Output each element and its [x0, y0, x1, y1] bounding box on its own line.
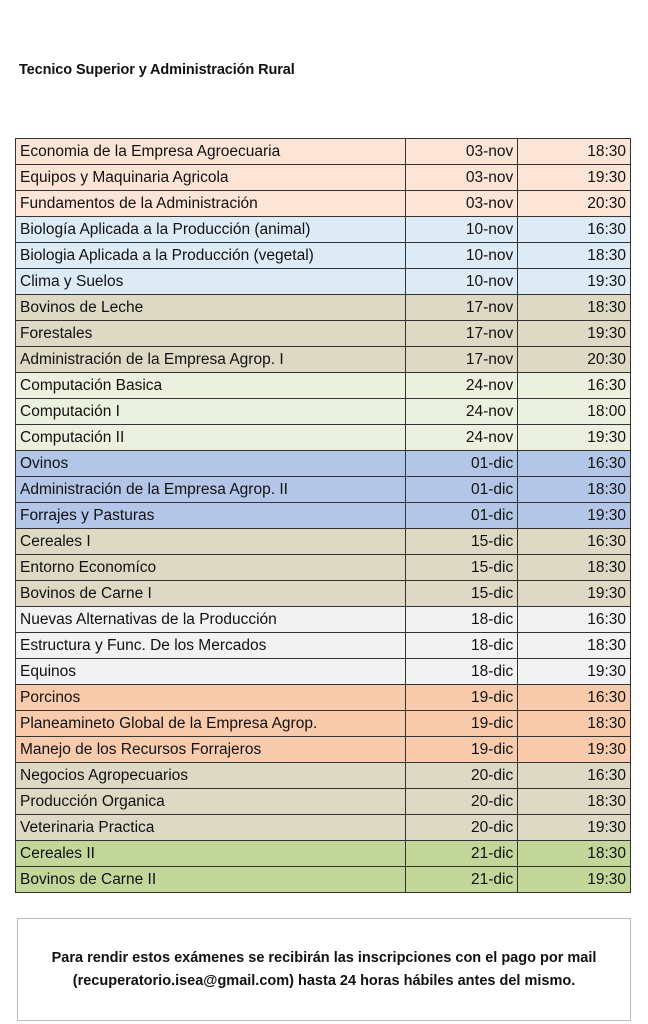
time-cell: 20:30	[518, 191, 631, 217]
time-cell: 18:30	[518, 633, 631, 659]
date-cell: 20-dic	[405, 789, 518, 815]
time-cell: 18:30	[518, 477, 631, 503]
time-cell: 18:30	[518, 555, 631, 581]
subject-cell: Bovinos de Carne II	[16, 867, 406, 893]
time-cell: 16:30	[518, 373, 631, 399]
date-cell: 01-dic	[405, 477, 518, 503]
date-cell: 15-dic	[405, 529, 518, 555]
time-cell: 20:30	[518, 347, 631, 373]
subject-cell: Porcinos	[16, 685, 406, 711]
table-row	[16, 399, 631, 425]
exam-schedule-table	[15, 138, 631, 893]
table-row	[16, 581, 631, 607]
date-cell: 19-dic	[405, 737, 518, 763]
subject-cell: Manejo de los Recursos Forrajeros	[16, 737, 406, 763]
date-cell: 15-dic	[405, 581, 518, 607]
subject-cell: Bovinos de Leche	[16, 295, 406, 321]
subject-cell: Entorno Economíco	[16, 555, 406, 581]
subject-cell: Negocios Agropecuarios	[16, 763, 406, 789]
subject-cell: Estructura y Func. De los Mercados	[16, 633, 406, 659]
table-row	[16, 503, 631, 529]
time-cell: 18:00	[518, 399, 631, 425]
time-cell: 16:30	[518, 451, 631, 477]
table-row	[16, 633, 631, 659]
date-cell: 03-nov	[405, 165, 518, 191]
subject-cell: Producción Organica	[16, 789, 406, 815]
subject-cell: Ovinos	[16, 451, 406, 477]
subject-cell: Administración de la Empresa Agrop. II	[16, 477, 406, 503]
table-row	[16, 373, 631, 399]
table-row	[16, 529, 631, 555]
date-cell: 15-dic	[405, 555, 518, 581]
subject-cell: Cereales II	[16, 841, 406, 867]
table-row	[16, 867, 631, 893]
time-cell: 19:30	[518, 659, 631, 685]
date-cell: 21-dic	[405, 867, 518, 893]
date-cell: 03-nov	[405, 139, 518, 165]
time-cell: 19:30	[518, 737, 631, 763]
table-row	[16, 165, 631, 191]
date-cell: 19-dic	[405, 711, 518, 737]
table-row	[16, 217, 631, 243]
time-cell: 18:30	[518, 243, 631, 269]
subject-cell: Computación Basica	[16, 373, 406, 399]
date-cell: 19-dic	[405, 685, 518, 711]
table-row	[16, 139, 631, 165]
date-cell: 24-nov	[405, 425, 518, 451]
date-cell: 10-nov	[405, 269, 518, 295]
table-row	[16, 607, 631, 633]
table-row	[16, 269, 631, 295]
time-cell: 19:30	[518, 165, 631, 191]
table-row	[16, 789, 631, 815]
table-row	[16, 555, 631, 581]
date-cell: 18-dic	[405, 659, 518, 685]
table-row	[16, 763, 631, 789]
table-row	[16, 685, 631, 711]
subject-cell: Cereales I	[16, 529, 406, 555]
date-cell: 01-dic	[405, 451, 518, 477]
date-cell: 03-nov	[405, 191, 518, 217]
date-cell: 10-nov	[405, 243, 518, 269]
date-cell: 24-nov	[405, 399, 518, 425]
table-row	[16, 295, 631, 321]
subject-cell: Computación I	[16, 399, 406, 425]
subject-cell: Veterinaria Practica	[16, 815, 406, 841]
registration-note	[17, 918, 631, 1021]
table-row	[16, 451, 631, 477]
subject-cell: Administración de la Empresa Agrop. I	[16, 347, 406, 373]
date-cell: 17-nov	[405, 295, 518, 321]
time-cell: 18:30	[518, 139, 631, 165]
date-cell: 24-nov	[405, 373, 518, 399]
page-title: Tecnico Superior y Administración Rural	[19, 62, 295, 78]
registration-note-text: Para rendir estos exámenes se recibirán las inscripciones con el pago por mail (recuperatorio.isea@gmail.com) hasta 24 horas hábiles antes del mismo.	[51, 949, 597, 989]
table-row	[16, 815, 631, 841]
table-row	[16, 191, 631, 217]
date-cell: 20-dic	[405, 763, 518, 789]
subject-cell: Equipos y Maquinaria Agricola	[16, 165, 406, 191]
subject-cell: Computación II	[16, 425, 406, 451]
date-cell: 18-dic	[405, 633, 518, 659]
time-cell: 18:30	[518, 295, 631, 321]
table-row	[16, 321, 631, 347]
time-cell: 19:30	[518, 503, 631, 529]
table-row	[16, 425, 631, 451]
subject-cell: Fundamentos de la Administración	[16, 191, 406, 217]
time-cell: 16:30	[518, 607, 631, 633]
table-row	[16, 659, 631, 685]
time-cell: 18:30	[518, 711, 631, 737]
time-cell: 16:30	[518, 685, 631, 711]
time-cell: 19:30	[518, 581, 631, 607]
table-row	[16, 711, 631, 737]
time-cell: 16:30	[518, 529, 631, 555]
subject-cell: Biologia Aplicada a la Producción (vegetal)	[16, 243, 406, 269]
table-row	[16, 347, 631, 373]
subject-cell: Planeamineto Global de la Empresa Agrop.	[16, 711, 406, 737]
date-cell: 17-nov	[405, 321, 518, 347]
subject-cell: Economia de la Empresa Agroecuaria	[16, 139, 406, 165]
time-cell: 16:30	[518, 217, 631, 243]
time-cell: 19:30	[518, 425, 631, 451]
subject-cell: Bovinos de Carne I	[16, 581, 406, 607]
date-cell: 18-dic	[405, 607, 518, 633]
table-row	[16, 477, 631, 503]
subject-cell: Forestales	[16, 321, 406, 347]
table-row	[16, 841, 631, 867]
time-cell: 19:30	[518, 269, 631, 295]
subject-cell: Clima y Suelos	[16, 269, 406, 295]
time-cell: 18:30	[518, 789, 631, 815]
date-cell: 01-dic	[405, 503, 518, 529]
time-cell: 19:30	[518, 867, 631, 893]
table-row	[16, 243, 631, 269]
time-cell: 19:30	[518, 815, 631, 841]
time-cell: 18:30	[518, 841, 631, 867]
subject-cell: Biología Aplicada a la Producción (animal)	[16, 217, 406, 243]
subject-cell: Equinos	[16, 659, 406, 685]
date-cell: 10-nov	[405, 217, 518, 243]
time-cell: 16:30	[518, 763, 631, 789]
exam-schedule-body	[16, 139, 631, 893]
subject-cell: Nuevas Alternativas de la Producción	[16, 607, 406, 633]
date-cell: 21-dic	[405, 841, 518, 867]
time-cell: 19:30	[518, 321, 631, 347]
date-cell: 20-dic	[405, 815, 518, 841]
table-row	[16, 737, 631, 763]
date-cell: 17-nov	[405, 347, 518, 373]
subject-cell: Forrajes y Pasturas	[16, 503, 406, 529]
